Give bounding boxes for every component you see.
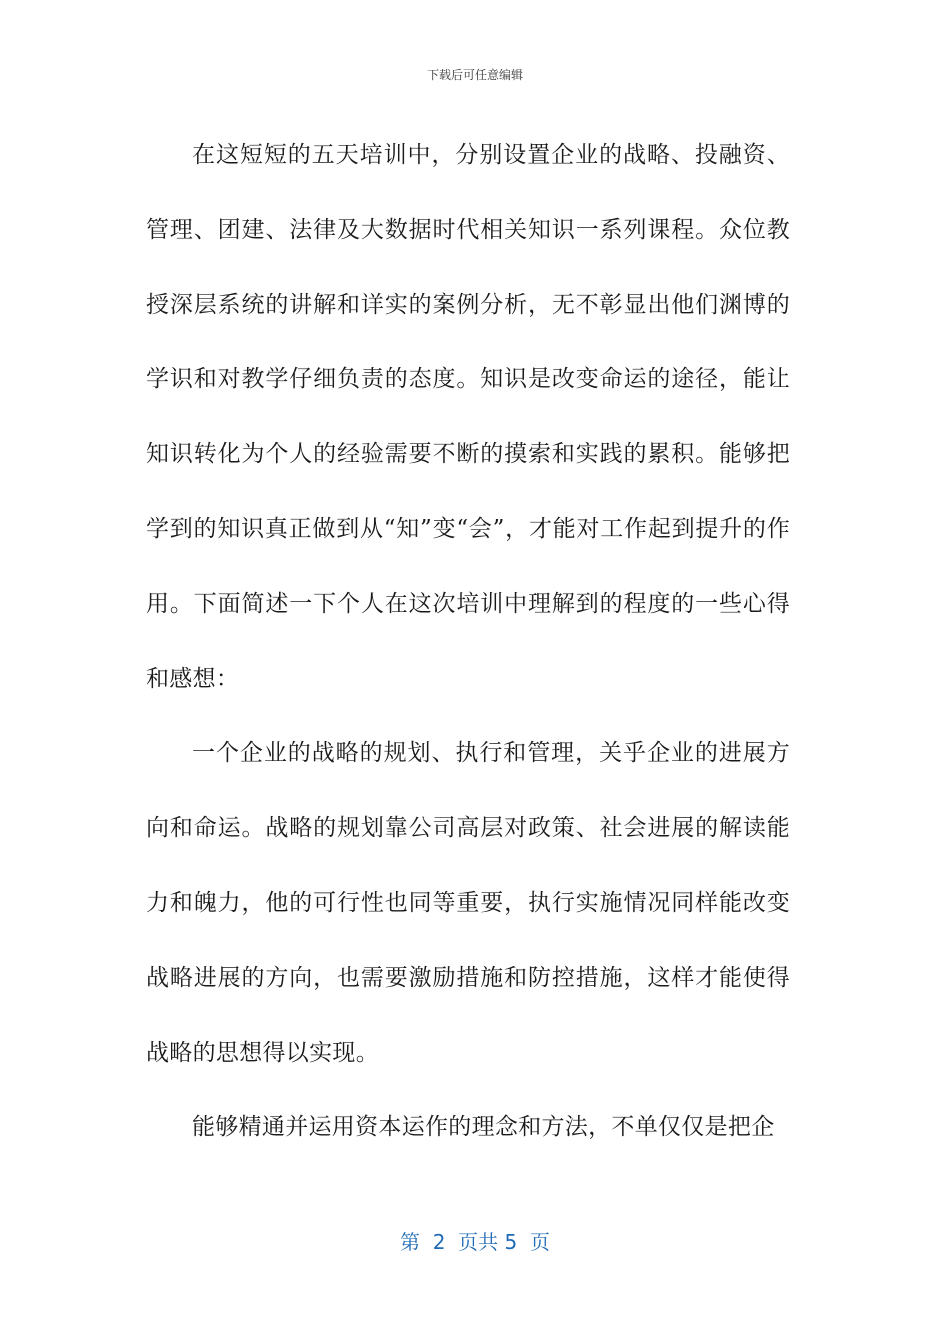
paragraph-1: 在这短短的五天培训中，分别设置企业的战略、投融资、管理、团建、法律及大数据时代相关知识一系列课程。众位教授深层系统的讲解和详实的案例分析，无不彰显出他们渊博的学识和对教学仔细负责的态度。知识是改变命运的途径，能让知识转化为个人的经验需要不断的摸索和实践的累积。能够把学到的知识真正做到从“知”变“会”，才能对工作起到提升的作用。下面简述一下个人在这次培训中理解到的程度的一些心得和感想： — [146, 142, 790, 692]
header-note: 下载后可任意编辑 — [426, 68, 523, 82]
paragraph-3: 能够精通并运用资本运作的理念和方法，不单仅仅是把企 — [192, 1114, 775, 1141]
paragraph-2: 一个企业的战略的规划、执行和管理，关乎企业的进展方向和命运。战略的规划靠公司高层对政策、社会进展的解读能力和魄力，他的可行性也同等重要，执行实施情况同样能改变战略进展的方向，也需要激励措施和防控措施，这样才能使得战略的思想得以实现。 — [146, 740, 790, 1066]
page-number-footer: 第 2 页共 5 页 — [400, 1230, 550, 1254]
document-body — [146, 118, 790, 1165]
